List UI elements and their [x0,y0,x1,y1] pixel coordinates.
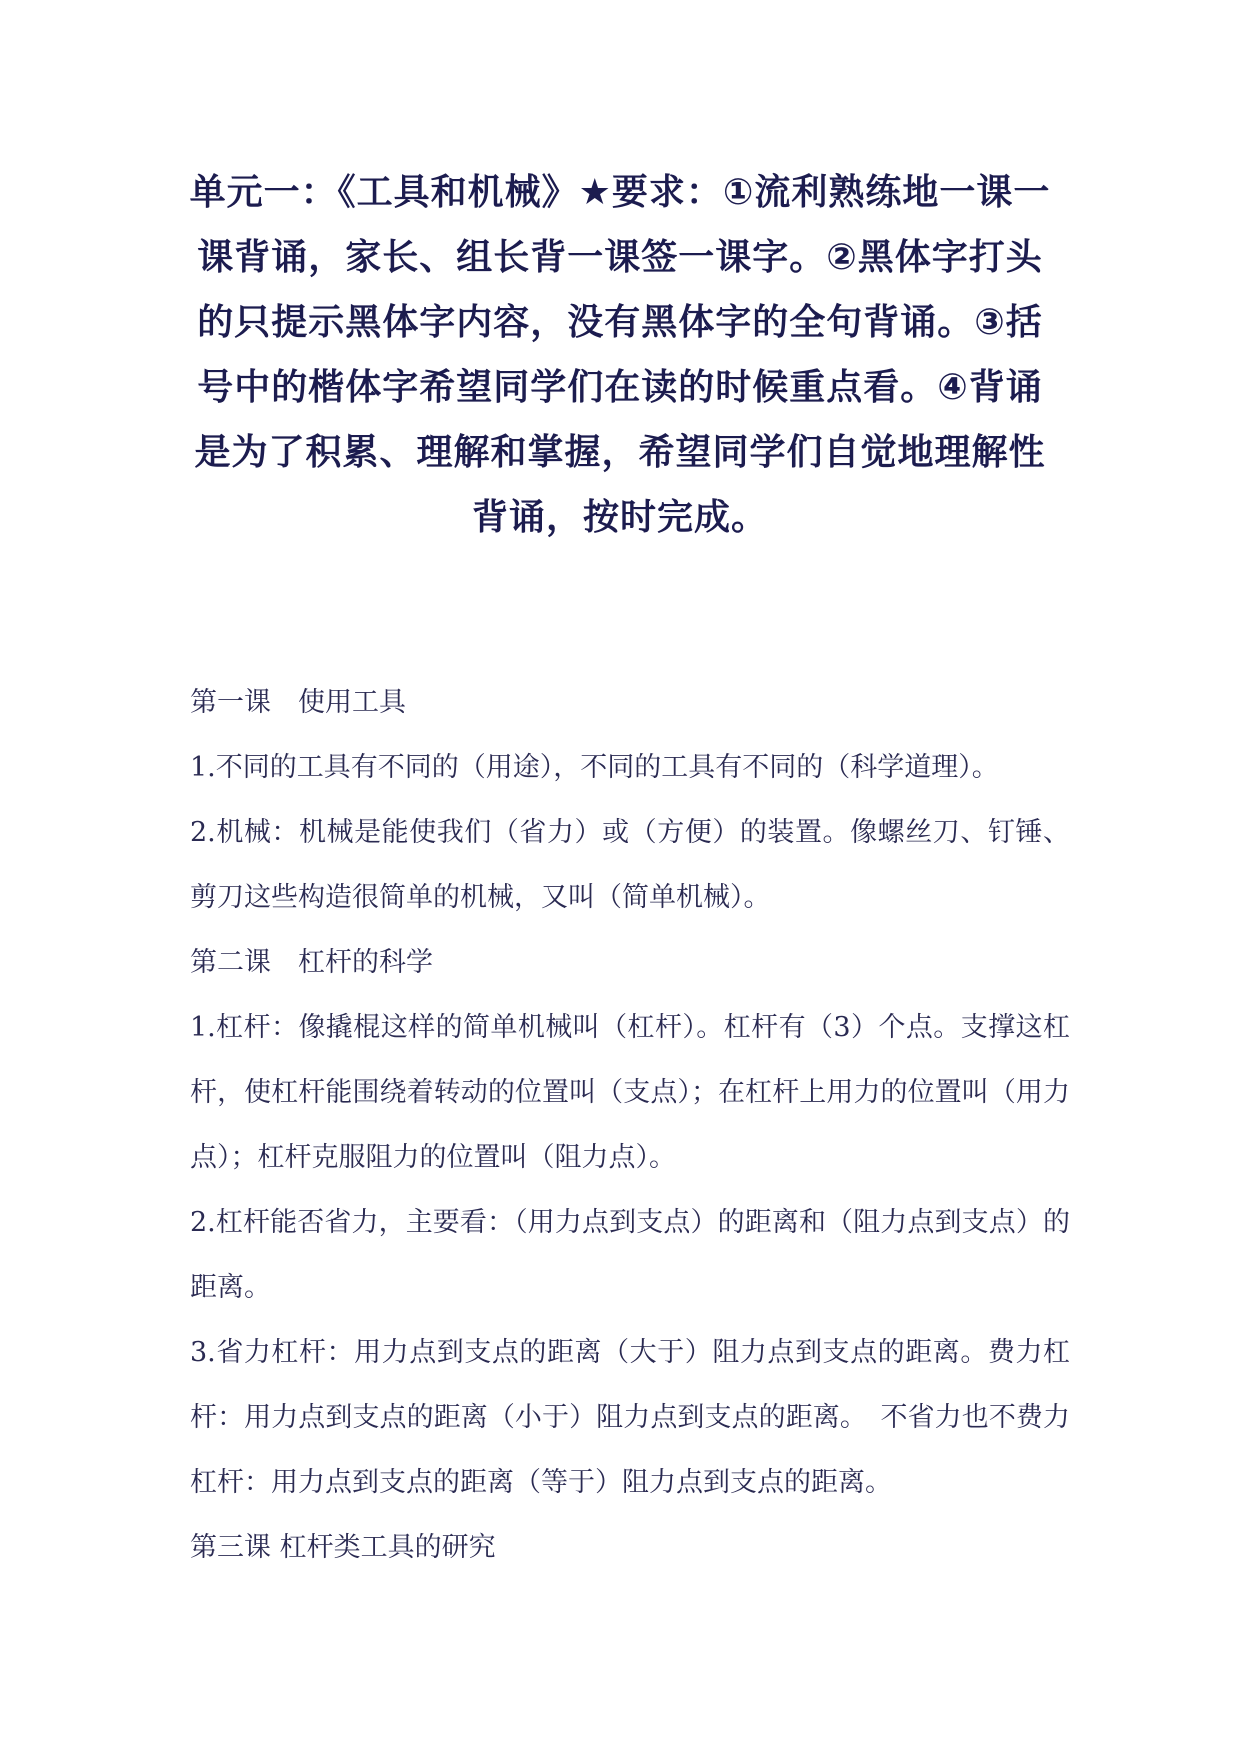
lesson-2-title: 第二课 杠杆的科学 [190,947,433,978]
lesson-3-title: 第三课 杠杆类工具的研究 [190,1532,496,1563]
lesson-1-item-1: 1.不同的工具有不同的（用途），不同的工具有不同的（科学道理）。 [190,752,999,783]
lesson-2-item-1: 1.杠杆：像撬棍这样的简单机械叫（杠杆）。杠杆有（3）个点。支撑这杠杆，使杠杆能围绕着转动的位置叫（支点）；在杠杆上用力的位置叫（用力点）；杠杆克服阻力的位置叫（阻力点）。 [190,1012,1070,1173]
document-body [190,670,1070,1580]
lesson-1-item-2: 2.机械：机械是能使我们（省力）或（方便）的装置。像螺丝刀、钉锤、剪刀这些构造很简单的机械，又叫（简单机械）。 [190,817,1070,913]
lesson-2-item-2: 2.杠杆能否省力，主要看：（用力点到支点）的距离和（阻力点到支点）的距离。 [190,1207,1070,1303]
lesson-2-item-3: 3.省力杠杆：用力点到支点的距离（大于）阻力点到支点的距离。费力杠杆：用力点到支点的距离（小于）阻力点到支点的距离。 不省力也不费力杠杆：用力点到支点的距离（等于）阻力点到支点的距离。 [190,1337,1070,1498]
unit-requirements-heading: 单元一：《工具和机械》★要求：①流利熟练地一课一课背诵，家长、组长背一课签一课字。②黑体字打头的只提示黑体字内容，没有黑体字的全句背诵。③括号中的楷体字希望同学们在读的时候重点看。④背诵是为了积累、理解和掌握，希望同学们自觉地理解性背诵，按时完成。 [189,172,1051,538]
lesson-1-title: 第一课 使用工具 [190,687,406,718]
